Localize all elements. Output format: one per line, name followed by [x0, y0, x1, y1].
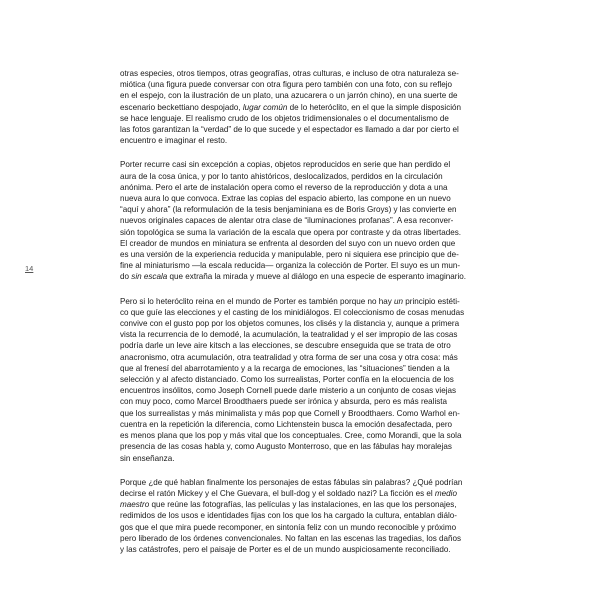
text-line: escenario beckettiano despojado, lugar común de lo heteróclito, en el que la simple disposición: [120, 102, 462, 112]
paragraph: [120, 159, 482, 282]
text-line: vista la recurrencia de lo demodé, la acumulación, la teatralidad y el ser impropio de las cosas: [120, 330, 458, 340]
text-line: do sin escala que extraña la mirada y mueve al diálogo en una especie de esperanto imaginario.: [120, 272, 467, 282]
text-line: co que guíe las elecciones y el casting de los minidiálogos. El coleccionismo de cosas menudas: [120, 307, 465, 317]
text-line: pero liberado de los órdenes convencionales. No faltan en las escenas las tragedias, los daños: [120, 533, 462, 543]
text-line: encuentro e imaginar el resto.: [120, 136, 228, 146]
text-line: podría darle un leve aire kitsch a las elecciones, se descubre enseguida que se trata de otro: [120, 341, 451, 351]
text-line: miótica (una figura puede conversar con otra figura pero también con una foto, con su reflejo: [120, 80, 453, 90]
page-number: 14: [25, 264, 34, 273]
text-line: Pero si lo heteróclito reina en el mundo de Porter es también porque no hay un principio estéti-: [120, 296, 460, 306]
text-line: Porque ¿de qué hablan finalmente los personajes de estas fábulas sin palabras? ¿Qué podrían: [120, 477, 463, 487]
text-line: encuentros insólitos, como Joseph Cornell puede darle misterio a un conjunto de cosas viejas: [120, 386, 457, 396]
text-line: cuentra en la repetición la diferencia, como Lichtenstein busca la emoción desafectada, pero: [120, 419, 453, 429]
text-line: con muy poco, como Marcel Broodthaers puede ser irónica y absurda, pero es más realista: [120, 397, 448, 407]
text-line: convive con el gusto pop por los objetos comunes, los clisés y la distancia y, aunque a primera: [120, 319, 460, 329]
text-line: es menos plana que los pop y más vital que los conceptuales. Cree, como Morandi, que la sola: [120, 431, 462, 441]
text-line: presencia de las cosas habla y, como Augusto Monterroso, que en las fábulas hay moralejas: [120, 442, 452, 452]
text-line: gos que el que mira puede recomponer, en sintonía feliz con un mundo reconocible y próximo: [120, 522, 457, 532]
text-line: El creador de mundos en miniatura se enfrenta al desorden del suyo con un nuevo orden que: [120, 238, 456, 248]
text-line: que los surrealistas y más minimalista y más pop que Cornell y Broodthaers. Como Warhol en-: [120, 408, 460, 418]
text-column: [120, 68, 482, 555]
text-line: sin enseñanza.: [120, 453, 175, 463]
text-line: en el espejo, con la ilustración de un plato, una azucarera o un jarrón chino), en una suerte de: [120, 91, 458, 101]
text-line: Porter recurre casi sin excepción a copias, objetos reproducidos en serie que han perdido el: [120, 160, 451, 170]
text-line: fine al miniaturismo —la escala reducida— organiza la colección de Porter. El suyo es un mun-: [120, 261, 461, 271]
paragraph: [120, 296, 482, 464]
text-line: es una versión de la experiencia reducida y manipulable, pero ni siquiera ese principio que de-: [120, 250, 459, 260]
text-line: decirse el ratón Mickey y el Che Guevara, el bull-dog y el soldado nazi? La ficción es el medio: [120, 488, 457, 498]
text-line: sión topológica se suma la variación de la escala que opera por contraste y da otras libertades.: [120, 227, 462, 237]
text-line: y las catástrofes, pero el paisaje de Porter es el de un mundo auspiciosamente reconciliado.: [120, 544, 451, 554]
text-line: “aquí y ahora” (la reformulación de la tesis benjaminiana es de Boris Groys) y las convierte en: [120, 205, 457, 215]
text-line: aura de la cosa única, y por lo tanto ahistóricos, deslocalizados, perdidos en la circulación: [120, 171, 443, 181]
text-line: redimidos de los usos e identidades fijas con los que los ha cargado la cultura, entablan diálo-: [120, 511, 457, 521]
text-line: selección y al afecto distanciado. Como los surrealistas, Porter confía en la elocuencia de los: [120, 375, 454, 385]
text-line: nuevos originales capaces de alentar otra clase de “iluminaciones profanas”. A esa reconver-: [120, 216, 454, 226]
text-line: las fotos garantizan la “verdad” de lo que sucede y el espectador es llamado a dar por cierto el: [120, 125, 459, 135]
text-line: otras especies, otros tiempos, otras geografías, otras culturas, e incluso de otra naturaleza se-: [120, 69, 459, 78]
text-line: que al frenesí del abarrotamiento y a la recarga de emociones, las “situaciones” tienden a la: [120, 363, 450, 373]
text-line: anónima. Pero el arte de instalación opera como el reverso de la reproducción y dota a una: [120, 182, 448, 192]
text-line: se hace lenguaje. El realismo crudo de los objetos tridimensionales o el documentalismo de: [120, 113, 449, 123]
paragraph: [120, 68, 482, 146]
paragraph: [120, 477, 482, 555]
text-line: maestro que reúne las fotografías, las películas y las instalaciones, en las que los personajes,: [120, 500, 457, 510]
text-line: anacronismo, otra acumulación, otra teatralidad y otra forma de ser una cosa y otra cosa: más: [120, 352, 458, 362]
text-line: nueva aura lo que convoca. Extrae las copias del espacio abierto, las compone en un nuevo: [120, 194, 451, 204]
